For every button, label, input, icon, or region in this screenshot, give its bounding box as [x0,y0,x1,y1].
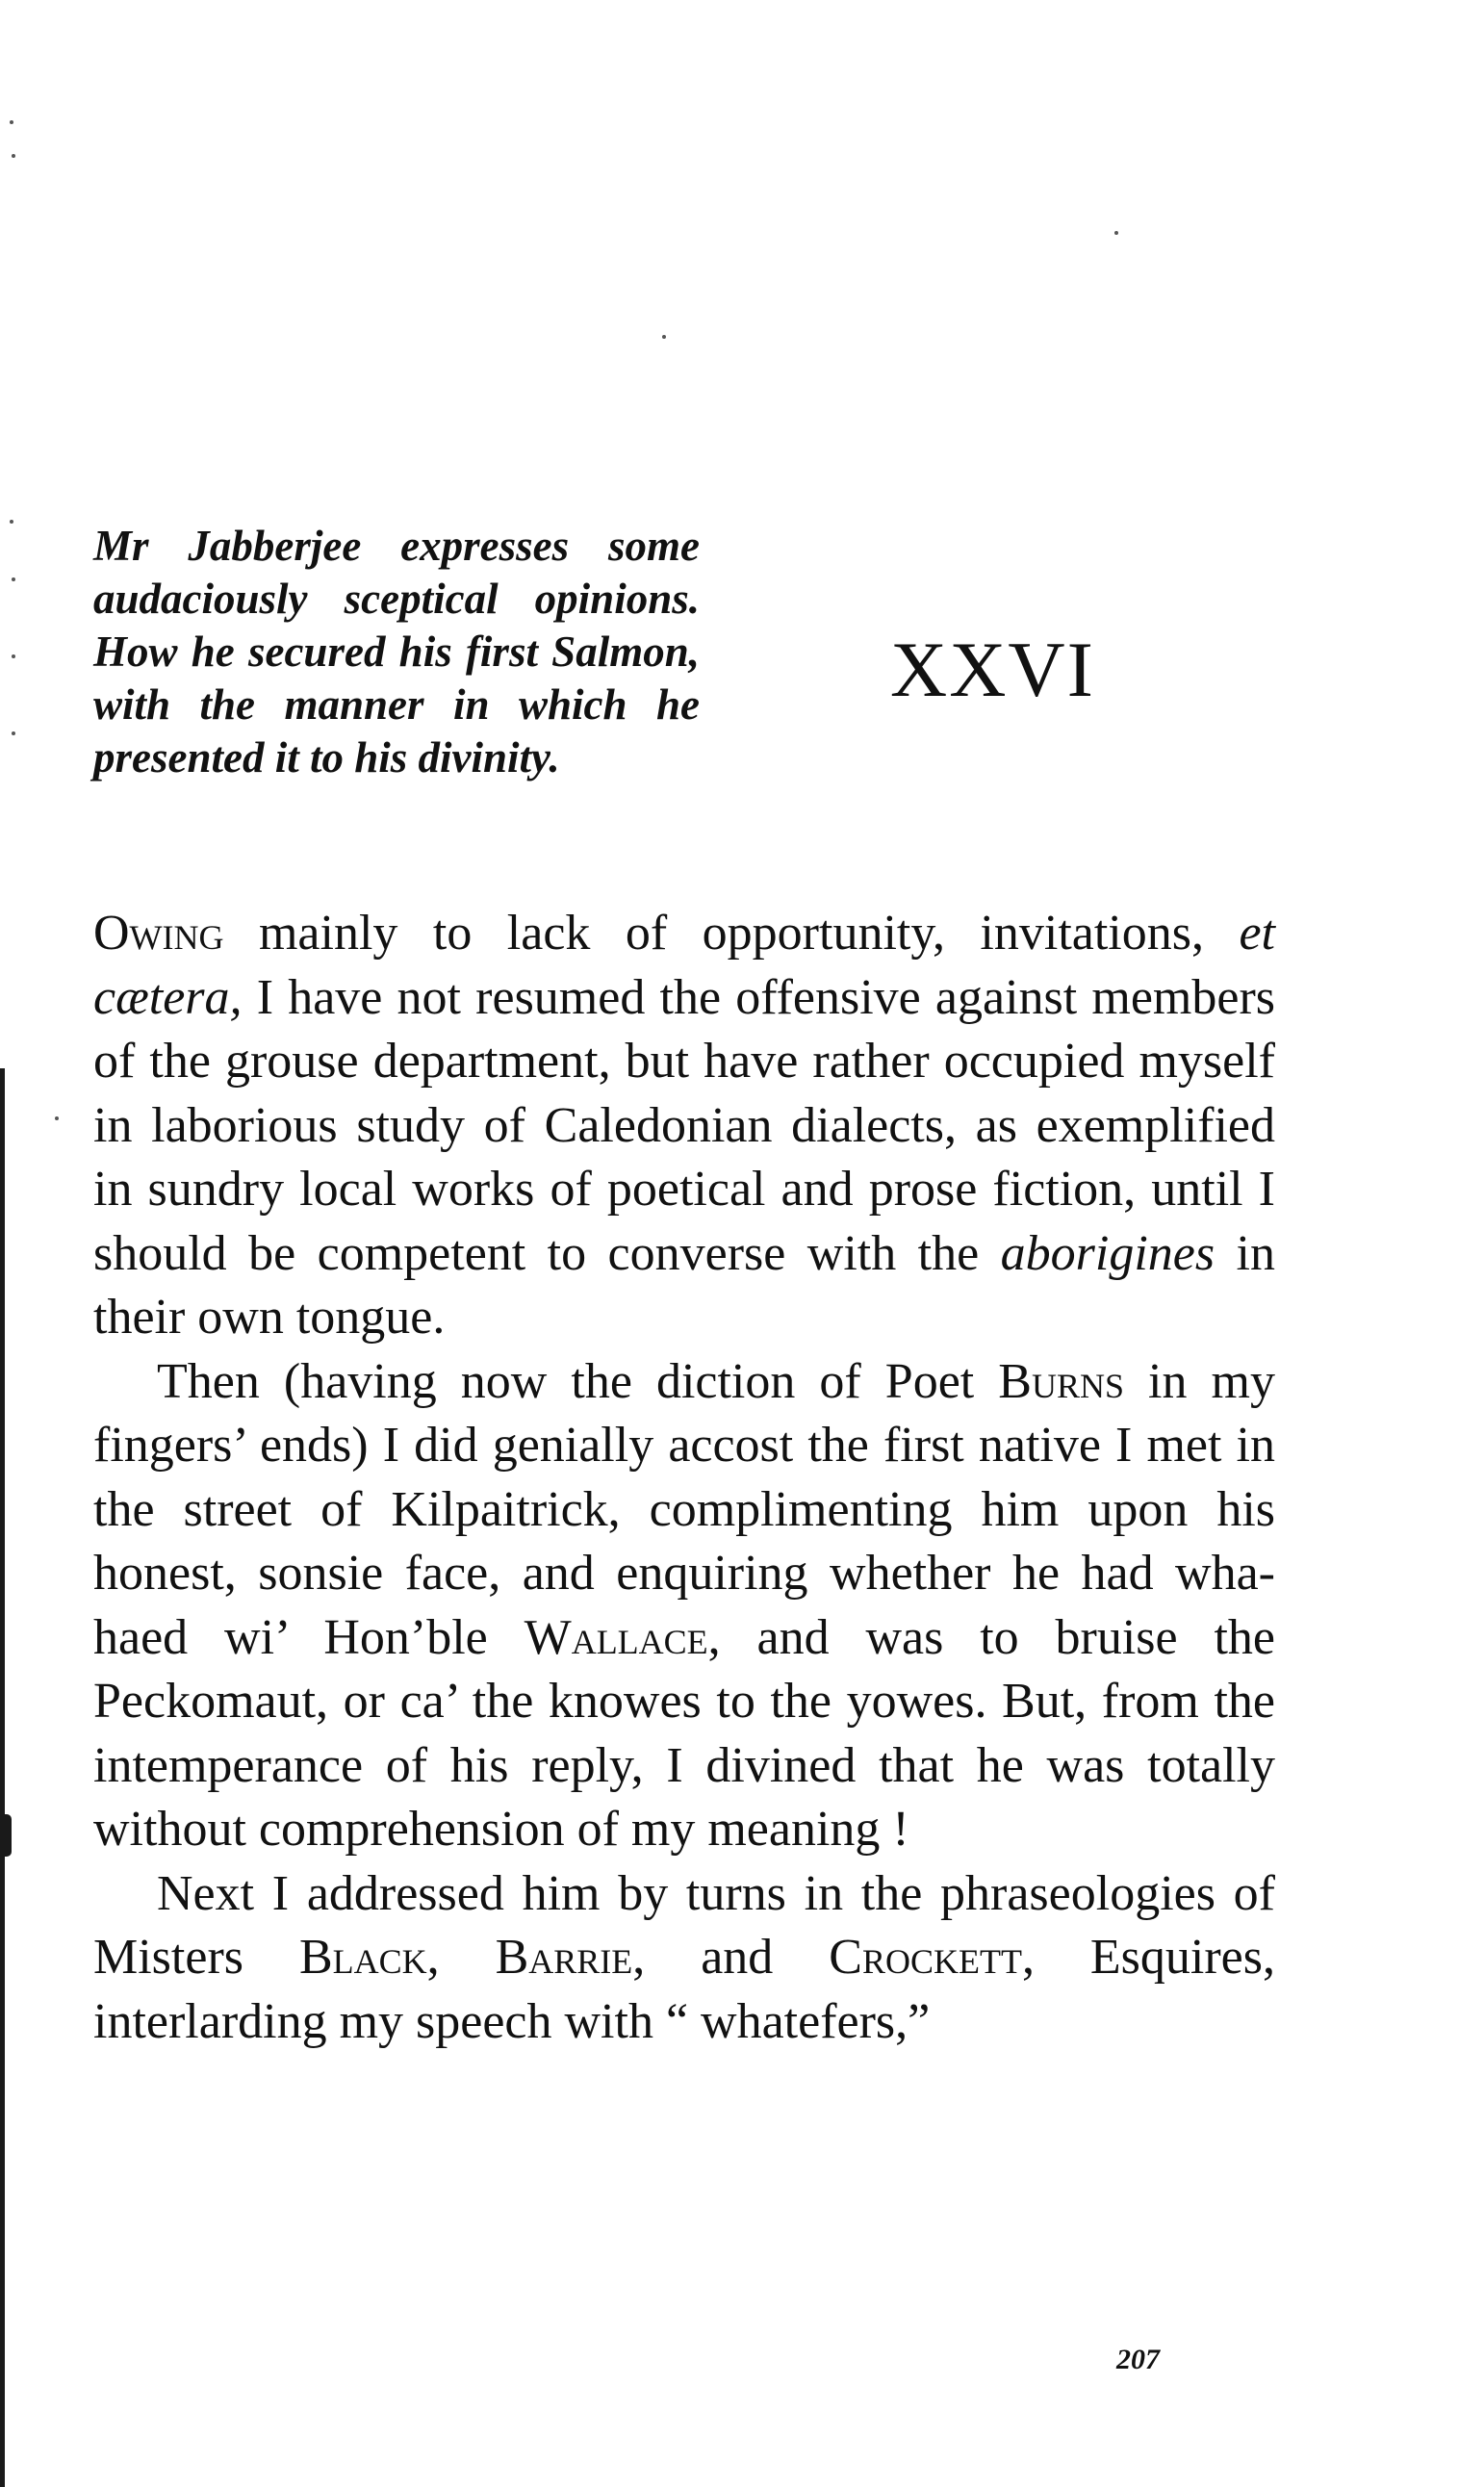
page-number: 207 [1116,2344,1160,2375]
chapter-body [93,902,1275,2054]
paragraph-2-text-b: in my fingers’ ends) I did genially accost the first native I met in the street of Kilpaitrick, complimenting him upon his honest, sonsie face, and enquiring whether he had wha-haed wi’ Hon’ble [93,1353,1275,1665]
scan-speck [55,1116,59,1120]
paragraph-2 [93,1350,1275,1862]
name-crockett: Crockett [829,1930,1022,1985]
paragraph-3-text-b: , Esquires, interlarding my speech with “ whatefers,” [93,1930,1275,2049]
name-barrie: Barrie [495,1930,633,1985]
name-black: Black [298,1930,427,1985]
opening-word: Owing [93,906,224,961]
binding-edge-rule [0,1068,5,2487]
scan-speck [10,120,13,124]
binding-edge-notch [3,1814,12,1857]
scan-speck [12,577,15,581]
name-burns: Burns [998,1353,1124,1409]
scan-speck [662,335,666,339]
paragraph-1-text-c: in their own tongue. [93,1225,1275,1345]
paragraph-1-italic-b: aborigines [1000,1225,1215,1281]
paragraph-3-sep-a: , [426,1930,496,1985]
scan-speck [10,520,13,524]
paragraph-1 [93,902,1275,1350]
scan-speck [1114,231,1118,235]
paragraph-3 [93,1862,1275,2055]
scan-speck [12,731,15,735]
paragraph-1-text-a: mainly to lack of opportunity, invitations, [223,906,1240,961]
paragraph-1-text-b: I have not resumed the offensive against members of the grouse department, but have rather occupied myself in laborious study of Caledonian dialects, as exemplified in sundry local works of poetical and prose fiction, until I should be competent to converse with the [93,969,1275,1281]
paragraph-2-text-c: , and was to bruise the Peckomaut, or ca’ the knowes to the yowes. But, from the intemperance of his reply, I divined that he was totally without comprehension of my meaning ! [93,1609,1275,1857]
name-wallace: Wallace [524,1609,708,1665]
scan-speck [12,654,15,658]
scan-speck [12,154,15,158]
paragraph-1-italic-a: et cætera, [93,906,1275,1025]
paragraph-2-text-a: Then (having now the diction of Poet [157,1353,999,1409]
paragraph-3-sep-b: , and [632,1930,830,1985]
paragraph-3-text-a: Next I addressed him by turns in the phraseologies of Misters [93,1865,1275,1985]
chapter-summary: Mr Jabberjee expresses some audaciously sceptical opinions. How he secured his first Salmon, with the manner in which he presented it to his divinity. [93,522,700,782]
chapter-number: XXVI [890,626,1095,713]
